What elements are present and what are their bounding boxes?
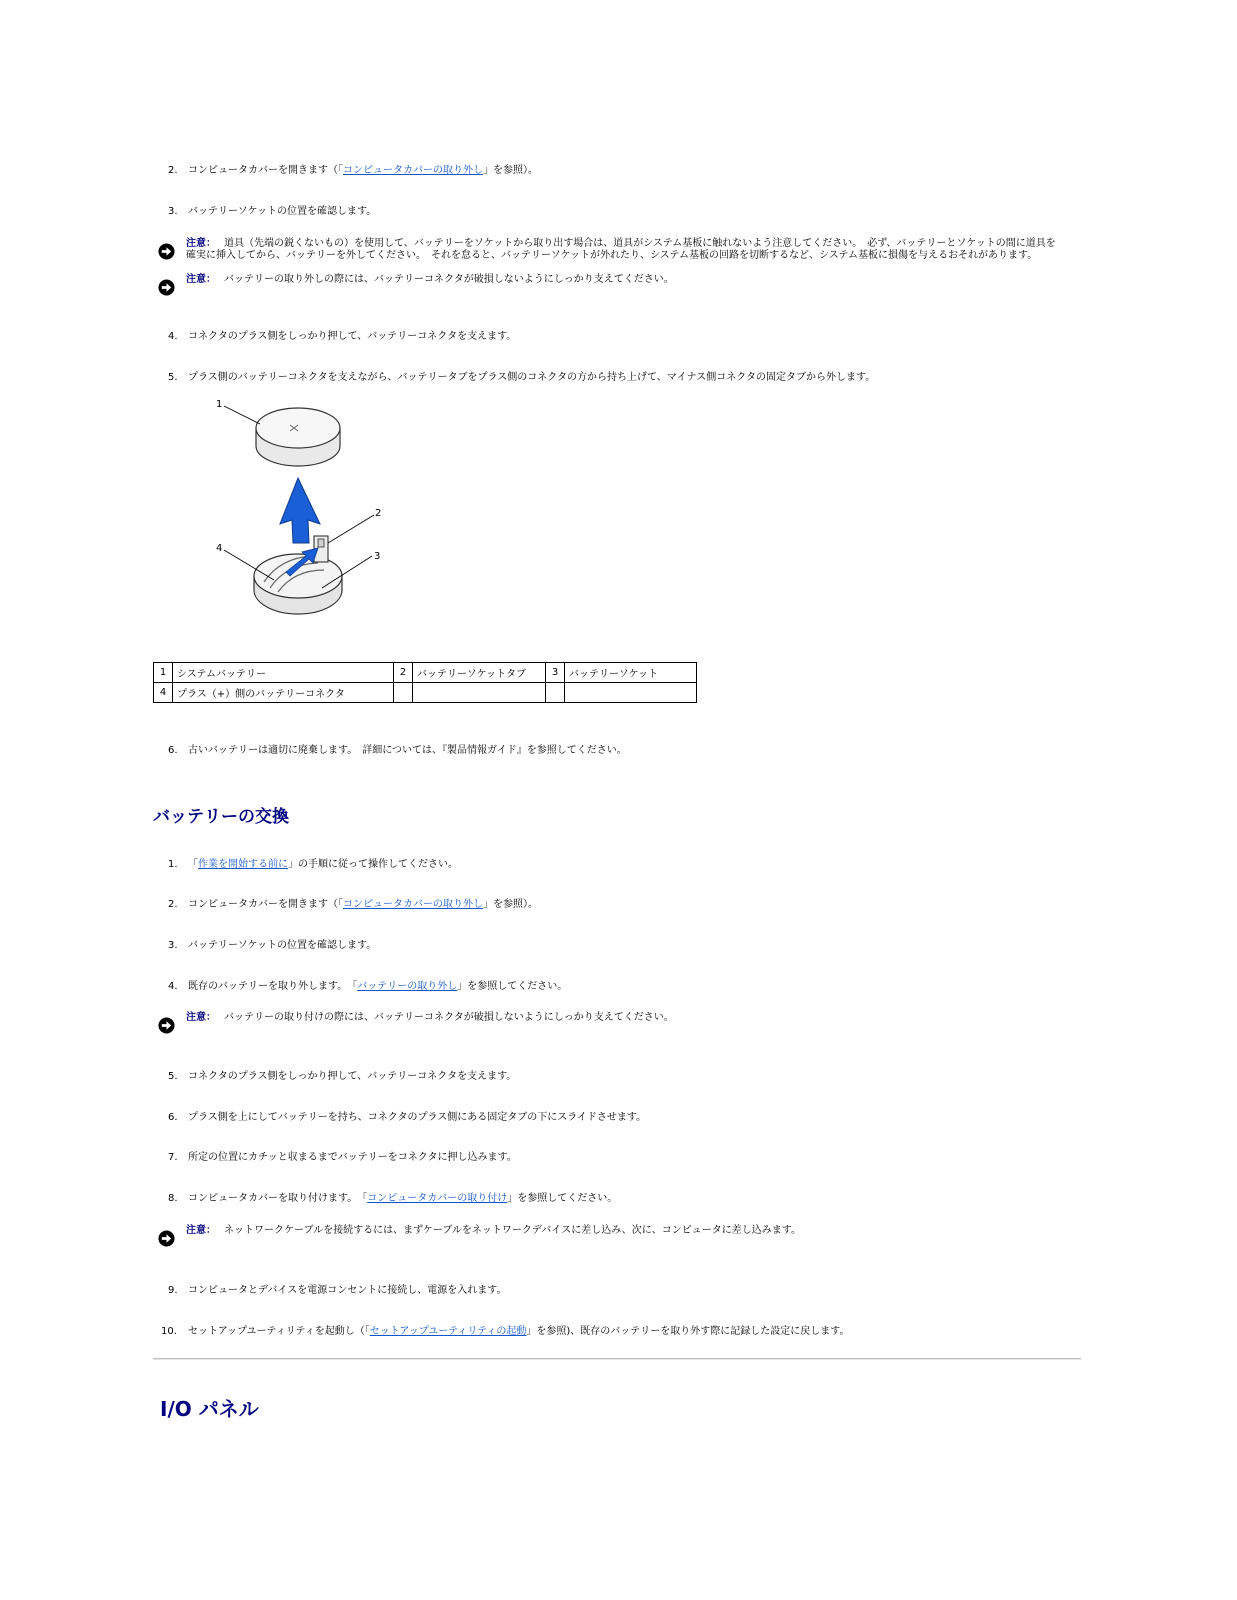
link-enter-setup[interactable]: セットアップユーティリティの起動 <box>369 1326 527 1337</box>
section-heading-io-panel: I/O パネル <box>160 1397 259 1421</box>
removal-step-2: 2. コンピュータカバーを開きます（「コンピュータカバーの取り外し」を参照）。 <box>168 165 538 176</box>
replace-step-4: 4. 既存のバッテリーを取り外します。 「バッテリーの取り外し」を参照してください。 <box>168 981 568 992</box>
callout-3: 3 <box>374 551 381 562</box>
parts-legend-table <box>153 662 697 703</box>
replace-step-8: 8. コンピュータカバーを取り付けます。 「コンピュータカバーの取り付け」を参照してください。 <box>168 1193 618 1204</box>
callout-1: 1 <box>216 399 223 410</box>
removal-step-3: 3. バッテリーソケットの位置を確認します。 <box>168 206 377 217</box>
link-remove-battery[interactable]: バッテリーの取り外し <box>357 981 458 992</box>
replace-step-9: 9. コンピュータとデバイスを電源コンセントに接続し、電源を入れます。 <box>168 1285 507 1296</box>
notice-arrow-icon <box>158 1017 175 1034</box>
notice-install-connector-warning: 注意： バッテリーの取り付けの際には、バッテリーコネクタが破損しないようにしっかり支えてください。 <box>158 1012 1058 1024</box>
callout-2: 2 <box>375 508 382 519</box>
battery-removal-figure <box>210 398 400 633</box>
notice-tool-warning: 注意： 道具（先端の鋭くないもの）を使用して、バッテリーをソケットから取り出す場合は、道具がシステム基板に触れないよう注意してください。 必ず、バッテリーとソケットの間に道具を確実に挿入してから、バッテリーを外してください。 それを怠ると、バッテリーソケットが外れたり、システム基板の回路を切断するなど、システム基板に損傷を与えるおそれがあります。 <box>158 238 1058 262</box>
removal-step-6: 6. 古いバッテリーは適切に廃棄します。 詳細については、『製品情報ガイド』を参照してください。 <box>168 745 627 756</box>
link-remove-cover[interactable]: コンピュータカバーの取り外し <box>343 899 483 910</box>
notice-arrow-icon <box>158 243 175 260</box>
section-divider <box>153 1358 1081 1360</box>
notice-connector-warning: 注意： バッテリーの取り外しの際には、バッテリーコネクタが破損しないようにしっかり支えてください。 <box>158 274 1058 286</box>
removal-step-4: 4. コネクタのプラス側をしっかり押して、バッテリーコネクタを支えます。 <box>168 331 517 342</box>
battery-illustration <box>256 408 340 466</box>
callout-4: 4 <box>216 543 223 554</box>
replace-step-6: 6. プラス側を上にしてバッテリーを持ち、コネクタのプラス側にある固定タブの下にスライドさせます。 <box>168 1112 647 1123</box>
link-remove-cover[interactable]: コンピュータカバーの取り外し <box>343 165 483 176</box>
replace-step-7: 7. 所定の位置にカチッと収まるまでバッテリーをコネクタに押し込みます。 <box>168 1152 517 1163</box>
replace-step-1: 1. 「作業を開始する前に」の手順に従って操作してください。 <box>168 859 458 870</box>
section-heading-replace-battery: バッテリーの交換 <box>153 807 289 827</box>
battery-socket-illustration <box>254 536 342 614</box>
replace-step-3: 3. バッテリーソケットの位置を確認します。 <box>168 940 377 951</box>
table-row: 1 システムバッテリー 2 バッテリーソケットタブ 3 バッテリーソケット <box>154 663 697 683</box>
link-replace-cover[interactable]: コンピュータカバーの取り付け <box>367 1193 508 1204</box>
replace-step-2: 2. コンピュータカバーを開きます（「コンピュータカバーの取り外し」を参照）。 <box>168 899 538 910</box>
table-row: 4 プラス（+）側のバッテリーコネクタ <box>154 683 697 703</box>
replace-step-5: 5. コネクタのプラス側をしっかり押して、バッテリーコネクタを支えます。 <box>168 1071 517 1082</box>
link-before-you-begin[interactable]: 作業を開始する前に <box>198 859 288 870</box>
removal-step-5: 5. プラス側のバッテリーコネクタを支えながら、バッテリータブをプラス側のコネクタの方から持ち上げて、マイナス側コネクタの固定タブから外します。 <box>168 372 876 383</box>
notice-arrow-icon <box>158 279 175 296</box>
notice-network-cable: 注意： ネットワークケーブルを接続するには、まずケーブルをネットワークデバイスに差し込み、次に、コンピュータに差し込みます。 <box>158 1225 1058 1237</box>
replace-step-10: 10. セットアップユーティリティを起動し（「セットアップユーティリティの起動」を参照)、既存のバッテリーを取り外す際に記録した設定に戻します。 <box>161 1326 850 1337</box>
lift-arrow-icon <box>280 478 320 543</box>
notice-arrow-icon <box>158 1230 175 1247</box>
